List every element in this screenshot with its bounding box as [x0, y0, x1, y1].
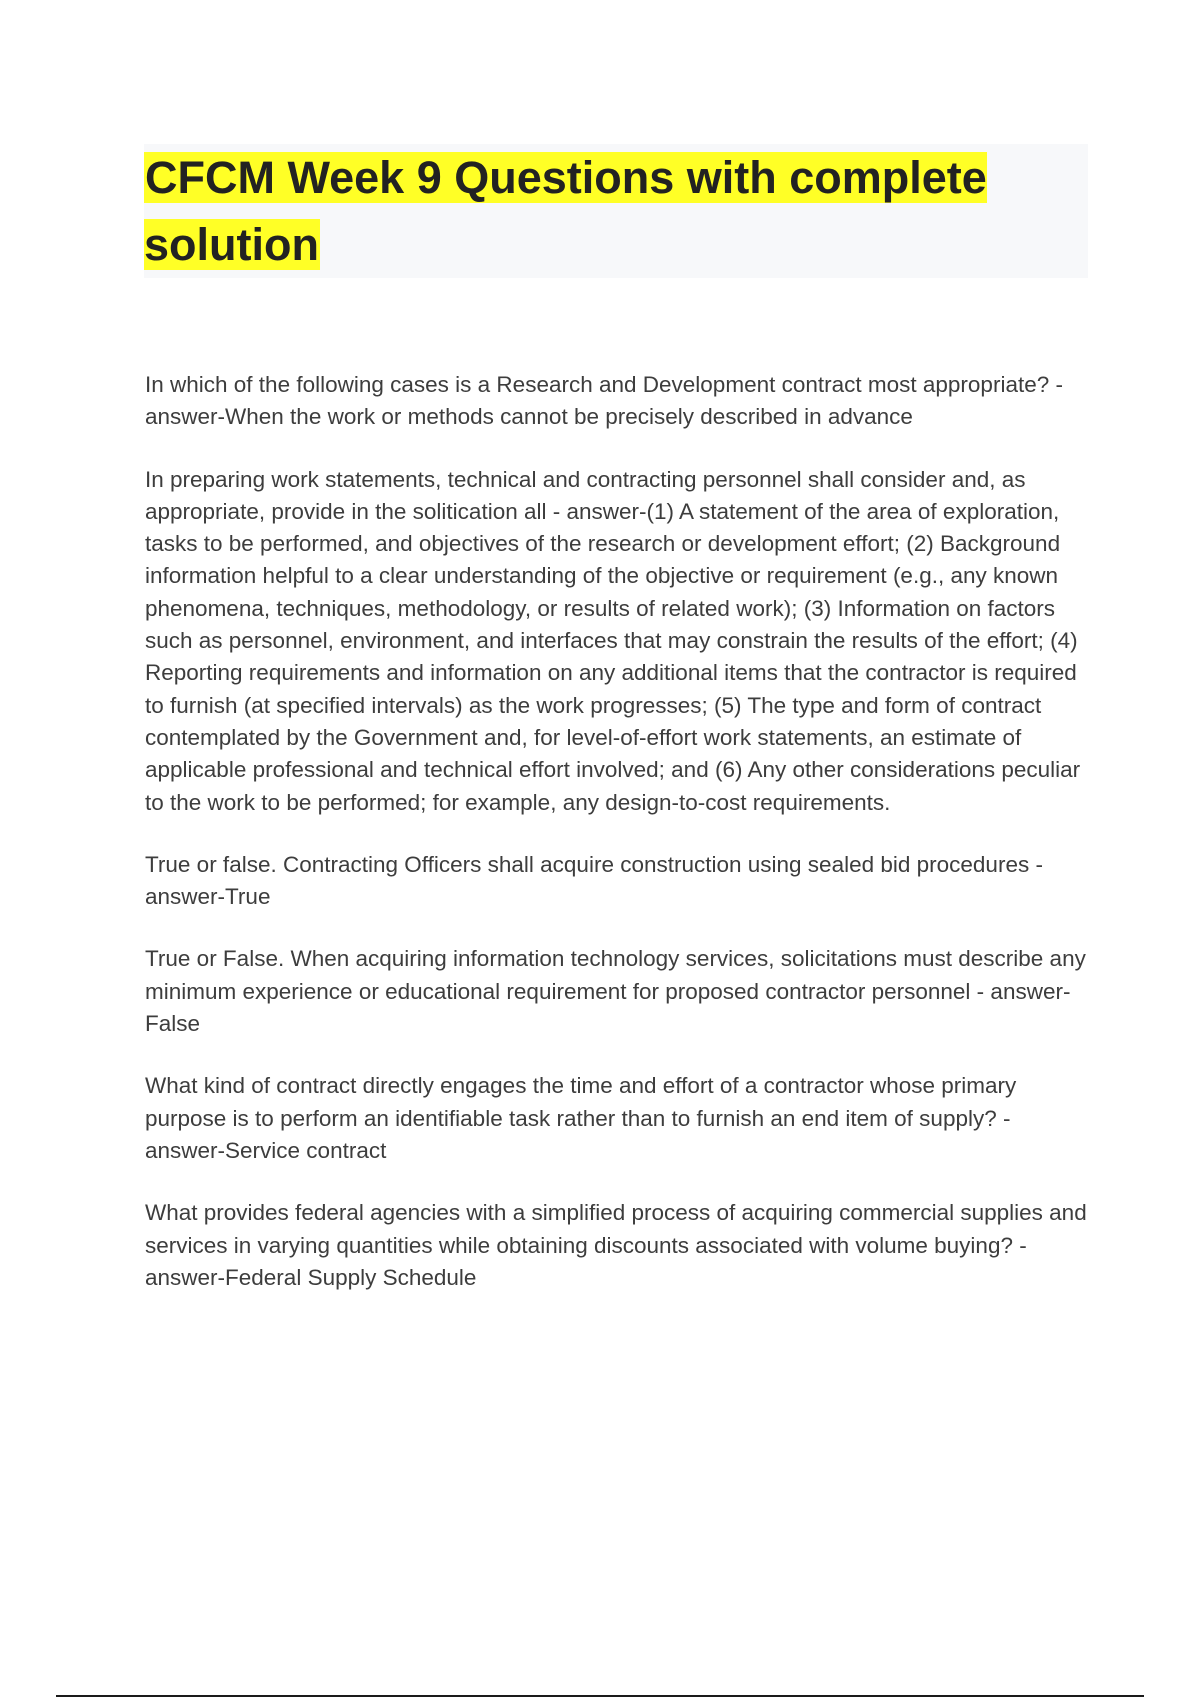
qa-item-4: True or False. When acquiring information technology services, solicitations must describe any minimum experience or educational requirement for proposed contractor personnel - answer-False	[145, 946, 1086, 1037]
qa-item-5: What kind of contract directly engages the time and effort of a contractor whose primary purpose is to perform an identifiable task rather than to furnish an end item of supply? - answer-Service contract	[145, 1073, 1017, 1163]
footer-divider	[56, 1695, 1144, 1697]
qa-list	[145, 369, 1090, 1324]
page-title	[144, 144, 1088, 278]
qa-item-1: In which of the following cases is a Research and Development contract most appropriate? - answer-When the work or methods cannot be precisely described in advance	[145, 372, 1063, 430]
qa-item-3: True or false. Contracting Officers shall acquire construction using sealed bid procedures - answer-True	[145, 851, 1043, 910]
qa-item-2: In preparing work statements, technical and contracting personnel shall consider and, as appropriate, provide in the solitication all - answer-(1) A statement of the area of exploration, tasks to be performed, and objectives of the research or development effort; (2) Background information helpful to a clear understanding of the objective or requirement (e.g., any known phenomena, techniques, methodology, or results of related work); (3) Information on factors such as personnel, environment, and interfaces that may constrain the results of the effort; (4) Reporting requirements and information on any additional items that the contractor is required to furnish (at specified intervals) as the work progresses; (5) The type and form of contract contemplated by the Government and, for level-of-effort work statements, an estimate of applicable professional and technical effort involved; and (6) Any other considerations peculiar to the work to be performed; for example, any design-to-cost requirements.	[145, 466, 1081, 815]
title-block	[144, 144, 1088, 278]
qa-item-6: What provides federal agencies with a simplified process of acquiring commercial supplies and services in varying quantities while obtaining discounts associated with volume buying? - answer-Federal Supply Schedule	[145, 1200, 1087, 1290]
page-title-text: CFCM Week 9 Questions with complete solution	[144, 152, 987, 270]
